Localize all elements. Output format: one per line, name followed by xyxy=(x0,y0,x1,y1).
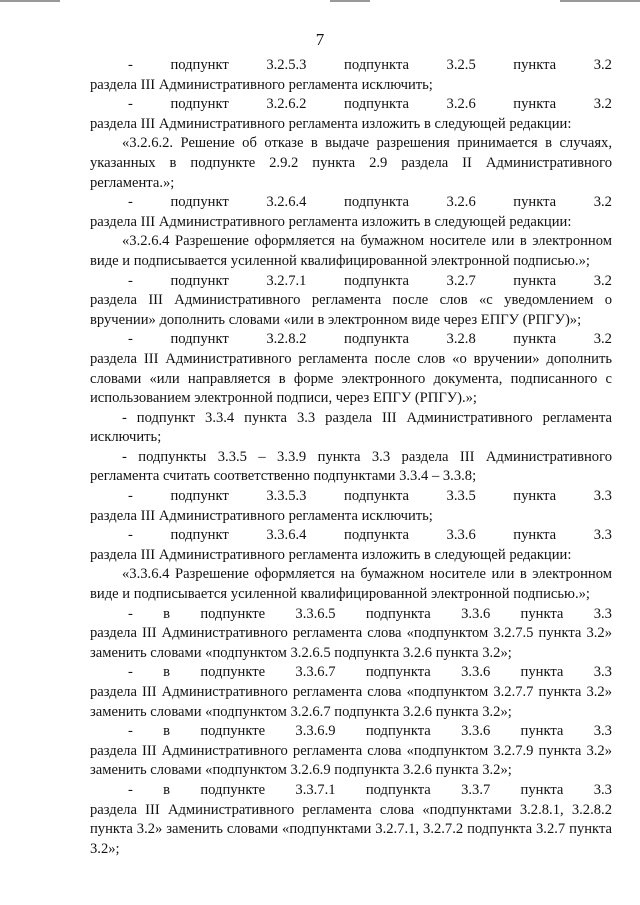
amendment-text: раздела III Административного регламента после слов «с уведомлением о вручении» дополнить словами «или в электронном виде через ЕПГУ (РПГУ)»; xyxy=(90,292,612,328)
lead-word: в xyxy=(163,605,171,622)
paragraph: «3.3.6.4 Разрешение оформляется на бумажном носителе или в электронном виде и подписывается усиленной квалифицированной электронной подписью.»; xyxy=(90,566,612,603)
paragraph: - подпункт 3.3.4 пункта 3.3 раздела III Административного регламента исключить; xyxy=(90,409,612,446)
lead-word: 3.3 xyxy=(593,723,612,740)
lead-word: подпункте xyxy=(200,723,266,740)
amendment-item xyxy=(90,663,612,722)
amendment-text: раздела III Административного регламента слова «подпунктом 3.2.7.9 пункта 3.2» заменить словами «подпунктом 3.2.6.9 подпункта 3.2.6 пункта 3.2»; xyxy=(90,742,612,779)
lead-word: 3.3 xyxy=(593,781,612,798)
lead-word: 3.3.6 xyxy=(461,664,491,681)
amendment-item xyxy=(90,605,612,664)
amendment-lead-line xyxy=(90,272,612,292)
amendment-text: раздела III Административного регламента изложить в следующей редакции: xyxy=(90,213,572,230)
lead-word: подпункт xyxy=(170,272,229,289)
lead-word: 3.3.6.9 xyxy=(295,723,336,740)
lead-word: 3.3 xyxy=(593,664,612,681)
lead-word: - xyxy=(128,781,133,798)
amendment-text: раздела III Административного регламента изложить в следующей редакции: xyxy=(90,115,572,132)
lead-word: пункта xyxy=(513,96,557,113)
lead-word: пункта xyxy=(520,781,564,798)
amendment-item xyxy=(90,526,612,565)
lead-word: 3.2.6.4 xyxy=(266,194,307,211)
lead-word: подпункте xyxy=(200,605,266,622)
lead-word: 3.3.7 xyxy=(461,781,491,798)
amendment-text: раздела III Административного регламента слова «подпунктами 3.2.8.1, 3.2.8.2 пункта 3.2» заменить словами «подпунктами 3.2.7.1, 3.2.7.2 подпункта 3.2.7 пункта 3.2»; xyxy=(90,801,612,857)
amendment-item xyxy=(90,448,612,487)
amendment-item xyxy=(90,134,612,193)
scan-edge-mark xyxy=(330,0,370,2)
lead-word: 3.3.7.1 xyxy=(295,781,336,798)
lead-word: 3.2.6.2 xyxy=(266,96,307,113)
amendment-item xyxy=(90,487,612,526)
amendment-text: раздела III Административного регламента исключить; xyxy=(90,76,433,93)
amendment-lead-line xyxy=(90,722,612,742)
lead-word: подпункта xyxy=(344,272,409,289)
amendment-lead-line xyxy=(90,781,612,801)
amendment-lead-line xyxy=(90,605,612,625)
amendment-item xyxy=(90,95,612,134)
lead-word: подпункта xyxy=(365,605,431,622)
amendment-item xyxy=(90,56,612,95)
lead-word: подпункта xyxy=(344,488,409,505)
lead-word: - xyxy=(128,272,133,289)
lead-word: пункта xyxy=(513,194,557,211)
lead-word: - xyxy=(128,664,133,681)
lead-word: - xyxy=(128,57,133,73)
amendment-lead-line xyxy=(90,487,612,507)
lead-word: - xyxy=(128,194,133,211)
amendment-lead-line xyxy=(90,193,612,213)
lead-word: подпункта xyxy=(365,723,431,740)
lead-word: 3.2.7.1 xyxy=(266,272,307,289)
amendment-lead-line xyxy=(90,330,612,350)
amendment-item xyxy=(90,781,612,859)
scan-edge-mark xyxy=(560,0,640,2)
paragraph: «3.2.6.2. Решение об отказе в выдаче разрешения принимается в случаях, указанных в подпункте 2.9.2 пункта 2.9 раздела II Административного регламента.»; xyxy=(90,135,612,191)
lead-word: 3.3.6.7 xyxy=(295,664,336,681)
lead-word: 3.3.6.5 xyxy=(295,605,336,622)
amendment-item xyxy=(90,193,612,232)
lead-word: 3.3.6.4 xyxy=(266,527,307,544)
lead-word: - xyxy=(128,605,133,622)
lead-word: - xyxy=(128,331,133,348)
lead-word: подпункт xyxy=(170,57,229,73)
page-number: 7 xyxy=(315,30,325,49)
lead-word: 3.2.7 xyxy=(446,272,476,289)
document-body xyxy=(90,56,612,859)
lead-word: в xyxy=(163,664,171,681)
lead-word: 3.3 xyxy=(593,527,612,544)
lead-word: 3.2 xyxy=(593,331,612,348)
lead-word: пункта xyxy=(520,664,564,681)
amendment-item xyxy=(90,330,612,408)
lead-word: подпункта xyxy=(365,664,431,681)
lead-word: подпункта xyxy=(344,57,409,73)
lead-word: 3.3.6 xyxy=(446,527,476,544)
lead-word: 3.2 xyxy=(593,57,612,73)
lead-word: пункта xyxy=(513,272,557,289)
lead-word: пункта xyxy=(520,605,564,622)
lead-word: подпункт xyxy=(170,527,229,544)
amendment-lead-line xyxy=(90,95,612,115)
lead-word: подпункта xyxy=(365,781,431,798)
lead-word: 3.2 xyxy=(593,194,612,211)
lead-word: 3.3.5 xyxy=(446,488,476,505)
lead-word: 3.3 xyxy=(593,488,612,505)
lead-word: 3.2.6 xyxy=(446,194,476,211)
lead-word: - xyxy=(128,723,133,740)
lead-word: 3.2.5 xyxy=(446,57,476,73)
lead-word: 3.3.6 xyxy=(461,605,491,622)
lead-word: - xyxy=(128,96,133,113)
amendment-text: раздела III Административного регламента изложить в следующей редакции: xyxy=(90,546,572,563)
lead-word: подпункт xyxy=(170,488,229,505)
lead-word: - xyxy=(128,527,133,544)
amendment-text: раздела III Административного регламента слова «подпунктом 3.2.7.5 пункта 3.2» заменить словами «подпунктом 3.2.6.5 подпункта 3.2.6 пункта 3.2»; xyxy=(90,625,612,661)
lead-word: 3.2.8.2 xyxy=(266,331,307,348)
amendment-text: раздела III Административного регламента исключить; xyxy=(90,507,433,524)
lead-word: 3.2.6 xyxy=(446,96,476,113)
scan-edge-mark xyxy=(0,0,60,2)
amendment-item xyxy=(90,272,612,331)
lead-word: 3.3 xyxy=(593,605,612,622)
lead-word: подпункта xyxy=(344,527,409,544)
lead-word: пункта xyxy=(513,488,557,505)
paragraph: - подпункты 3.3.5 – 3.3.9 пункта 3.3 раздела III Административного регламента считать соответственно подпунктами 3.3.4 – 3.3.8; xyxy=(90,448,612,485)
lead-word: пункта xyxy=(513,527,557,544)
lead-word: подпункте xyxy=(200,664,266,681)
lead-word: в xyxy=(163,781,171,798)
amendment-item xyxy=(90,409,612,448)
lead-word: подпункта xyxy=(344,96,409,113)
lead-word: 3.2 xyxy=(593,272,612,289)
lead-word: 3.2.8 xyxy=(446,331,476,348)
lead-word: 3.3.6 xyxy=(461,723,491,740)
amendment-text: раздела III Административного регламента слова «подпунктом 3.2.7.7 пункта 3.2» заменить словами «подпунктом 3.2.6.7 подпункта 3.2.6 пункта 3.2»; xyxy=(90,684,612,720)
lead-word: подпункте xyxy=(200,781,266,798)
lead-word: в xyxy=(163,723,171,740)
amendment-lead-line xyxy=(90,663,612,683)
lead-word: пункта xyxy=(520,723,564,740)
amendment-lead-line xyxy=(90,526,612,546)
lead-word: подпункта xyxy=(344,194,409,211)
lead-word: подпункта xyxy=(344,331,409,348)
amendment-text: раздела III Административного регламента после слов «о вручении» дополнить словами «или направляется в форме электронного документа, подписанного с использованием электронной подписи, через ЕПГУ (РПГУ).»; xyxy=(90,350,612,407)
amendment-item xyxy=(90,565,612,604)
amendment-item xyxy=(90,232,612,271)
amendment-item xyxy=(90,722,612,781)
lead-word: 3.2.5.3 xyxy=(266,57,307,73)
paragraph: «3.2.6.4 Разрешение оформляется на бумажном носителе или в электронном виде и подписывается усиленной квалифицированной электронной подписью.»; xyxy=(90,233,612,269)
lead-word: подпункт xyxy=(170,331,229,348)
lead-word: 3.3.5.3 xyxy=(266,488,307,505)
lead-word: 3.2 xyxy=(593,96,612,113)
amendment-lead-line xyxy=(90,56,612,76)
lead-word: - xyxy=(128,488,133,505)
lead-word: подпункт xyxy=(170,194,229,211)
lead-word: пункта xyxy=(513,57,557,73)
lead-word: подпункт xyxy=(170,96,229,113)
lead-word: пункта xyxy=(513,331,557,348)
